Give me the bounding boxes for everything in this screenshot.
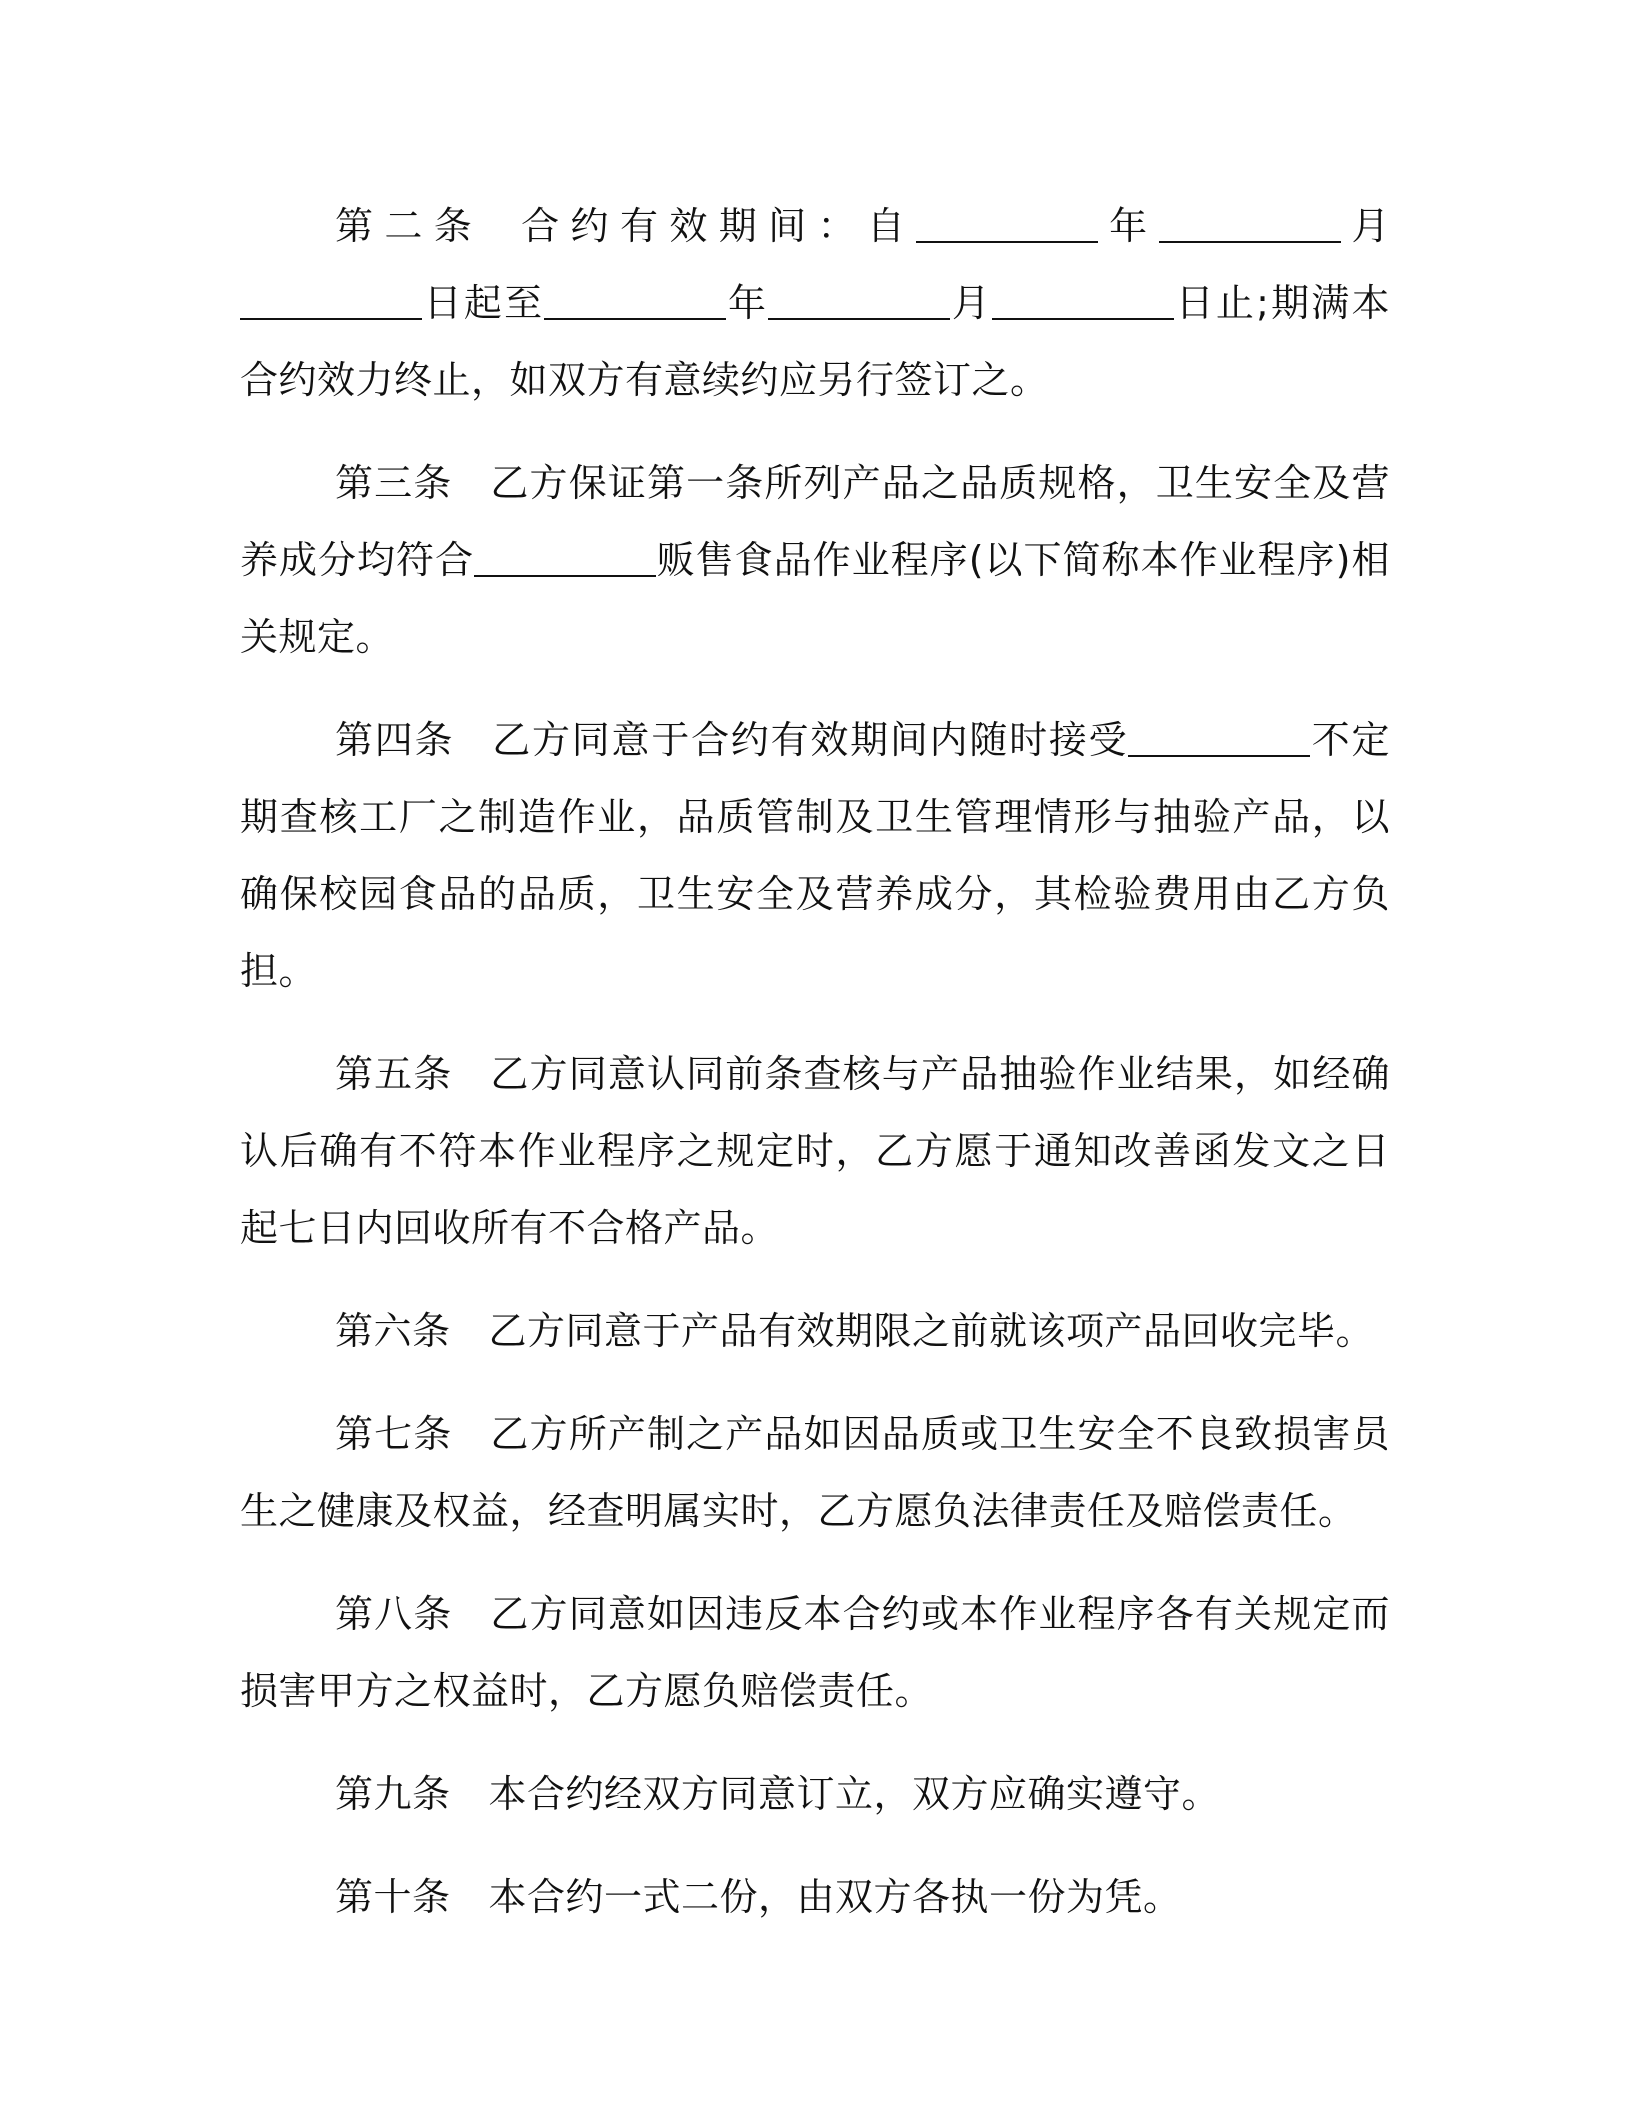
article-number: 第六条 [335,1309,451,1353]
blank-start-day[interactable] [240,284,422,320]
article-9 [240,1756,1390,1833]
blank-inspector[interactable] [1128,721,1310,757]
article-8 [240,1576,1390,1730]
article-text: 年 [726,281,769,325]
article-10 [240,1859,1390,1936]
article-text: 日起至 [422,281,545,325]
article-3 [240,445,1390,676]
article-text: 乙方同意于产品有效期限之前就该项产品回收完毕。 [488,1309,1375,1353]
article-text: 乙方同意如因违反本合约或本作业程序各有关规定而损害甲方之权益时，乙方愿负赔偿责任。 [240,1592,1390,1713]
article-text: 乙方同意于合约有效期间内随时接受 [492,718,1129,762]
article-text: 年 [1098,204,1159,248]
article-text: 合约有效期间：自 [521,204,917,248]
article-number: 第二条 [335,204,484,248]
article-6 [240,1293,1390,1370]
article-text: 不定期查核工厂之制造作业，品质管制及卫生管理情形与抽验产品，以确保校园食品的品质，卫生安全及营养成分，其检验费用由乙方负担。 [240,718,1390,993]
blank-end-year[interactable] [544,284,726,320]
article-text: 日止;期满本合约效力终止，如双方有意续约应另行签订之。 [240,281,1390,402]
article-text: 乙方保证第一条所列产品之品质规格，卫生安全及营养成分均符合 [240,461,1390,582]
article-number: 第七条 [335,1412,453,1456]
article-number: 第四条 [335,718,455,762]
article-5 [240,1036,1390,1267]
blank-authority[interactable] [474,541,656,577]
article-number: 第三条 [335,461,453,505]
article-text: 月 [1340,204,1390,248]
blank-start-month[interactable] [1159,207,1341,243]
article-text: 乙方所产制之产品如因品质或卫生安全不良致损害员生之健康及权益，经查明属实时，乙方愿负法律责任及赔偿责任。 [240,1412,1390,1533]
article-4 [240,702,1390,1010]
article-text: 贩售食品作业程序(以下简称本作业程序)相关规定。 [240,538,1390,659]
article-7 [240,1396,1390,1550]
article-number: 第十条 [335,1875,451,1919]
article-number: 第五条 [335,1052,453,1096]
article-text: 月 [950,281,993,325]
article-number: 第九条 [335,1772,451,1816]
article-text: 本合约经双方同意订立，双方应确实遵守。 [488,1772,1221,1816]
article-2 [240,188,1390,419]
article-text: 本合约一式二份，由双方各执一份为凭。 [488,1875,1182,1919]
article-text: 乙方同意认同前条查核与产品抽验作业结果，如经确认后确有不符本作业程序之规定时，乙方愿于通知改善函发文之日起七日内回收所有不合格产品。 [240,1052,1390,1250]
blank-start-year[interactable] [916,207,1098,243]
blank-end-month[interactable] [768,284,950,320]
article-number: 第八条 [335,1592,453,1636]
blank-end-day[interactable] [992,284,1174,320]
contract-page [240,188,1390,1962]
